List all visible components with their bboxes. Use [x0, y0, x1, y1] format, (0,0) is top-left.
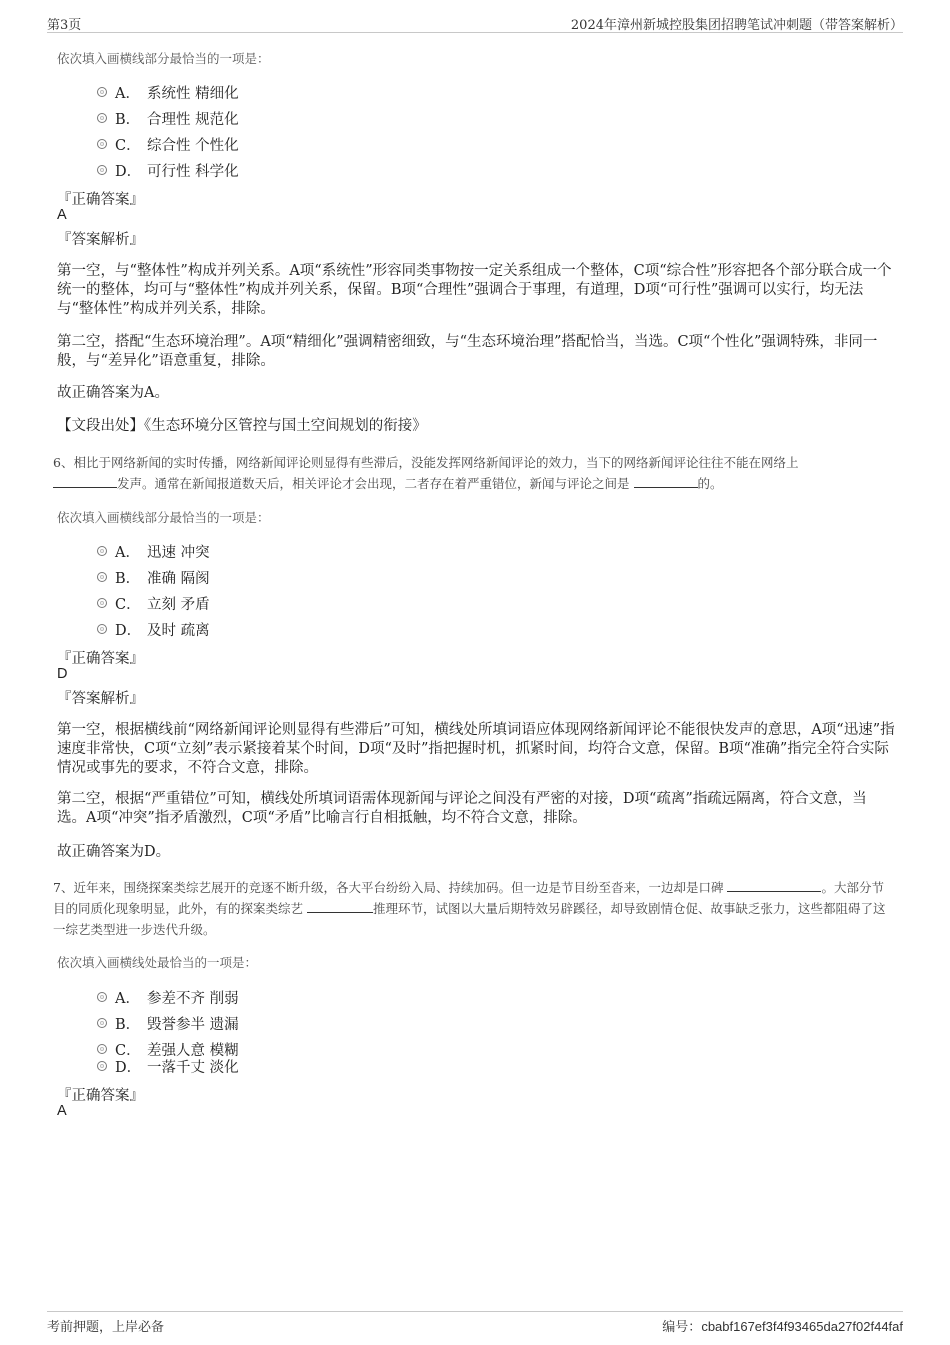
q6-conclusion: 故正确答案为D。 — [57, 844, 171, 860]
q5-prompt: 依次填入画横线部分最恰当的一项是： — [57, 51, 270, 66]
answer-blank — [53, 475, 117, 488]
q6-stem: 6、相比于网络新闻的实时传播，网络新闻评论则显得有些滞后，没能发挥网络新闻评论的效力，当下的网络新闻评论往往不能在网络上 发声。通常在新闻报道数天后，相关评论才会出现，二者存在着严重错位，新闻与评论之间是 的。 — [53, 455, 799, 491]
radio-icon[interactable] — [97, 624, 107, 634]
radio-icon[interactable] — [97, 1044, 107, 1054]
q6-answer-label: 『正确答案』 — [57, 651, 144, 667]
radio-icon[interactable] — [97, 87, 107, 97]
document-title: 2024年漳州新城控股集团招聘笔试冲刺题（带答案解析） — [570, 18, 903, 33]
radio-icon[interactable] — [97, 572, 107, 582]
page-footer — [47, 1311, 903, 1336]
radio-icon[interactable] — [97, 1061, 107, 1071]
q5-analysis-label: 『答案解析』 — [57, 232, 144, 248]
q6-analysis-paragraph-2: 第二空，根据“严重错位”可知，横线处所填词语需体现新闻与评论之间没有严密的对接，D项“疏离”指疏远隔离，符合文意，当选。A项“冲突”指矛盾激烈，C项“矛盾”比喻言行自相抵触，均不符合文意，排除。 — [57, 791, 867, 826]
answer-blank — [307, 900, 373, 913]
q7-answer-label: 『正确答案』 — [57, 1088, 144, 1104]
q7-prompt: 依次填入画横线处最恰当的一项是： — [57, 955, 258, 970]
q6-answer: D — [57, 666, 68, 682]
q5-source: 【文段出处】《生态环境分区管控与国土空间规划的衔接》 — [57, 418, 427, 434]
answer-blank — [727, 879, 821, 892]
page-number: 第3页 — [47, 18, 82, 33]
radio-icon[interactable] — [97, 139, 107, 149]
document-code: 编号：cbabf167ef3f4f93465da27f02f44faf — [662, 1319, 903, 1335]
radio-icon[interactable] — [97, 165, 107, 175]
radio-icon[interactable] — [97, 992, 107, 1002]
radio-icon[interactable] — [97, 546, 107, 556]
radio-icon[interactable] — [97, 598, 107, 608]
q6-prompt: 依次填入画横线部分最恰当的一项是： — [57, 510, 270, 525]
footer-slogan: 考前押题，上岸必备 — [47, 1320, 165, 1335]
q5-answer-label: 『正确答案』 — [57, 192, 144, 208]
q7-answer: A — [57, 1103, 67, 1119]
q6-analysis-paragraph-1: 第一空，根据横线前“网络新闻评论则显得有些滞后”可知，横线处所填词语应体现网络新闻评论不能很快发声的意思，A项“迅速”指速度非常快，C项“立刻”表示紧接着某个时间，D项“及时”指把握时机，抓紧时间，均符合文意，保留。B项“准确”指完全符合实际情况或事先的要求，不符合文意，排除。 — [57, 722, 895, 776]
answer-blank — [634, 475, 698, 488]
q5-analysis-paragraph-2: 第二空，搭配“生态环境治理”。A项“精细化”强调精密细致，与“生态环境治理”搭配恰当，当选。C项“个性化”强调特殊，非同一般，与“差异化”语意重复，排除。 — [57, 334, 878, 369]
q5-analysis-paragraph-1: 第一空，与“整体性”构成并列关系。A项“系统性”形容同类事物按一定关系组成一个整体，C项“综合性”形容把各个部分联合成一个统一的整体，均可与“整体性”构成并列关系，保留。B项“合理性”强调合于事理，有道理，D项“可行性”强调可以实行，均无法与“整体性”构成并列关系，排除。 — [57, 263, 892, 317]
q5-answer: A — [57, 207, 67, 223]
q7-stem: 7、近年来，围绕探案类综艺展开的竞逐不断升级，各大平台纷纷入局、持续加码。但一边是节目纷至沓来，一边却是口碑 。大部分节目的同质化现象明显，此外，有的探案类综艺 推理环节，试图以大量后期特效另辟蹊径，却导致剧情仓促、故事缺乏张力，这些都阻碍了这一综艺类型进一步迭代升级。 — [53, 880, 886, 937]
q6-analysis-label: 『答案解析』 — [57, 691, 144, 707]
page-header — [47, 12, 903, 33]
radio-icon[interactable] — [97, 1018, 107, 1028]
q5-conclusion: 故正确答案为A。 — [57, 385, 169, 401]
radio-icon[interactable] — [97, 113, 107, 123]
